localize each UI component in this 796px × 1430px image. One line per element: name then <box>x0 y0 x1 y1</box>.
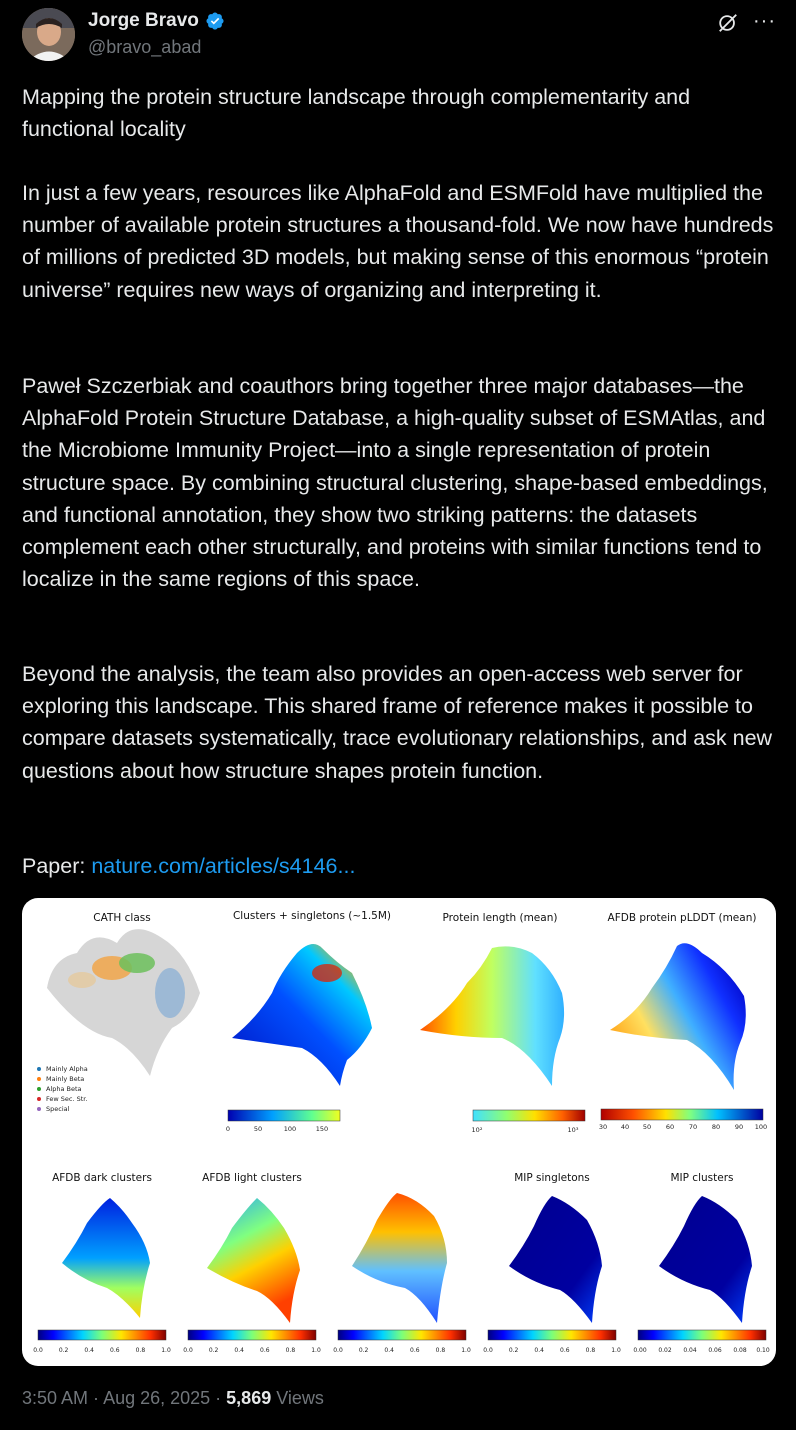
cbar-plddt-tick-2: 50 <box>642 1123 652 1131</box>
tweet-paragraph-server: Beyond the analysis, the team also provides an open-access web server for exploring this landscape. This shared frame of reference makes it possible to compare datasets systematically, trace evolutionary relationships, and ask new questions about how structure shapes protein function. <box>22 662 773 783</box>
legend-dot-few-sec-str <box>37 1097 41 1101</box>
views-label: Views <box>271 1388 324 1408</box>
cbar-dark <box>33 1330 171 1354</box>
cbar-mip-singletons-tick-1: 0.2 <box>508 1347 519 1354</box>
cbar-light-tick-4: 0.8 <box>285 1347 296 1354</box>
cbar-plddt-ticks <box>599 1123 767 1131</box>
author-handle[interactable]: @bravo_abad <box>88 37 202 57</box>
cbar-mip-singletons-tick-3: 0.6 <box>560 1347 570 1354</box>
tweet-meta <box>22 1388 324 1409</box>
cbar-clusters-tick-1: 50 <box>253 1125 263 1133</box>
cbar-light-extra-tick-3: 0.6 <box>410 1347 420 1354</box>
legend-mainly-alpha: Mainly Alpha <box>46 1065 88 1073</box>
cbar-light-tick-5: 1.0 <box>311 1347 321 1354</box>
cbar-dark-tick-3: 0.6 <box>110 1347 120 1354</box>
cbar-plddt-tick-1: 40 <box>620 1123 630 1131</box>
cbar-plddt-tick-4: 70 <box>688 1123 698 1131</box>
cbar-length <box>473 1110 585 1121</box>
panel-title-plddt: AFDB protein pLDDT (mean) <box>607 912 757 924</box>
clusters-density-plot <box>232 944 372 1086</box>
panel-title-cath: CATH class <box>93 912 151 924</box>
cbar-plddt-tick-7: 100 <box>754 1123 768 1131</box>
panel-title-mip-singletons: MIP singletons <box>514 1172 590 1184</box>
legend-dot-mainly-beta <box>37 1077 41 1081</box>
author-name[interactable] <box>88 10 225 32</box>
legend-special: Special <box>46 1105 70 1113</box>
cbar-light-bar <box>188 1330 316 1340</box>
legend-alpha-beta: Alpha Beta <box>46 1085 82 1093</box>
tweet-time[interactable]: 3:50 AM <box>22 1388 89 1408</box>
cbar-light-extra-tick-4: 0.8 <box>435 1347 446 1354</box>
cbar-clusters-tick-0: 0 <box>225 1125 231 1133</box>
tweet-paragraph-intro: In just a few years, resources like AlphaFold and ESMFold have multiplied the number of available protein structures a thousand-fold. We now have hundreds of millions of predicted 3D models, but making sense of this enormous “protein universe” requires new ways of organizing and interpreting it. <box>22 181 774 302</box>
cbar-plddt <box>601 1109 763 1120</box>
cbar-plddt-tick-6: 90 <box>734 1123 744 1131</box>
afdb-light-clusters-extra-plot <box>352 1193 447 1323</box>
plddt-plot <box>610 943 746 1090</box>
views-count: 5,869 <box>226 1388 272 1408</box>
cbar-clusters-tick-2: 100 <box>283 1125 297 1133</box>
cbar-dark-tick-2: 0.4 <box>84 1347 94 1354</box>
cbar-light-tick-2: 0.4 <box>234 1347 244 1354</box>
cbar-light <box>183 1330 321 1354</box>
cbar-mip-clusters-tick-2: 0.04 <box>683 1347 697 1354</box>
afdb-dark-clusters-plot <box>62 1198 150 1318</box>
cbar-mip-singletons-tick-2: 0.4 <box>534 1347 544 1354</box>
panel-title-length: Protein length (mean) <box>442 912 558 924</box>
paper-label: Paper: <box>22 854 92 878</box>
cbar-plddt-tick-0: 30 <box>598 1123 608 1131</box>
tweet-media-figure[interactable] <box>22 898 776 1366</box>
mip-singletons-plot <box>509 1196 602 1323</box>
cbar-light-extra-tick-1: 0.2 <box>358 1347 369 1354</box>
cbar-dark-tick-0: 0.0 <box>33 1347 43 1354</box>
cbar-light-extra-bar <box>338 1330 466 1340</box>
panel-title-clusters: Clusters + singletons (~1.5M) <box>232 910 392 922</box>
legend-few-sec-str: Few Sec. Str. <box>46 1095 88 1103</box>
cbar-dark-tick-1: 0.2 <box>58 1347 69 1354</box>
verified-badge-icon <box>205 11 225 31</box>
protein-length-plot <box>420 946 564 1086</box>
cbar-dark-bar <box>38 1330 166 1340</box>
cath-class-plot <box>47 929 200 1076</box>
grok-icon[interactable] <box>717 12 739 34</box>
cbar-clusters <box>228 1110 340 1121</box>
avatar[interactable] <box>22 8 75 61</box>
cbar-light-tick-1: 0.2 <box>208 1347 219 1354</box>
cbar-light-tick-3: 0.6 <box>260 1347 270 1354</box>
legend-dot-mainly-alpha <box>37 1067 41 1071</box>
tweet-paper-line <box>22 850 782 882</box>
cbar-light-extra <box>333 1330 471 1354</box>
cbar-clusters-tick-3: 150 <box>315 1125 329 1133</box>
cbar-mip-clusters-tick-4: 0.08 <box>733 1347 747 1354</box>
cbar-plddt-tick-3: 60 <box>665 1123 675 1131</box>
cbar-plddt-tick-5: 80 <box>711 1123 721 1131</box>
cbar-mip-singletons-tick-0: 0.0 <box>483 1347 493 1354</box>
cbar-light-extra-tick-5: 1.0 <box>461 1347 471 1354</box>
cbar-mip-clusters-bar <box>638 1330 766 1340</box>
cbar-length-tick-1: 10³ <box>567 1126 579 1134</box>
cbar-mip-clusters-tick-1: 0.02 <box>658 1347 672 1354</box>
cbar-mip-singletons-bar <box>488 1330 616 1340</box>
meta-separator: · <box>88 1388 104 1408</box>
cbar-mip-clusters <box>633 1330 770 1354</box>
tweet-paragraph-authors: Paweł Szczerbiak and coauthors bring together three major databases—the AlphaFold Protein Structure Database, a high-quality subset of ESMAtlas, and the Microbiome Immunity Project—into a single representation of protein structure space. By combining structural clustering, shape-based embeddings, and functional annotation, they show two striking patterns: the datasets complement each other structurally, and proteins with similar functions tend to localize in the same regions of this space. <box>22 374 768 592</box>
clusters-hotspot <box>312 964 342 982</box>
cbar-mip-singletons <box>483 1330 621 1354</box>
cbar-mip-clusters-tick-5: 0.10 <box>756 1347 770 1354</box>
legend-mainly-beta: Mainly Beta <box>46 1075 85 1083</box>
cbar-light-extra-tick-2: 0.4 <box>384 1347 394 1354</box>
tweet-title-paragraph: Mapping the protein structure landscape through complementarity and functional locality <box>22 85 691 142</box>
author-name-text[interactable]: Jorge Bravo <box>88 10 199 31</box>
cbar-light-extra-tick-0: 0.0 <box>333 1347 343 1354</box>
legend-dot-special <box>37 1107 41 1111</box>
afdb-light-clusters-plot <box>207 1198 300 1323</box>
cath-legend <box>37 1065 88 1113</box>
cbar-mip-clusters-tick-3: 0.06 <box>708 1347 722 1354</box>
legend-dot-alpha-beta <box>37 1087 41 1091</box>
cbar-light-tick-0: 0.0 <box>183 1347 193 1354</box>
panel-title-dark: AFDB dark clusters <box>52 1172 152 1184</box>
cbar-length-tick-0: 10² <box>471 1126 483 1134</box>
mip-clusters-plot <box>659 1196 752 1323</box>
tweet-date[interactable]: Aug 26, 2025 <box>103 1388 211 1408</box>
paper-link[interactable]: nature.com/articles/s4146... <box>91 854 356 878</box>
meta-separator: · <box>210 1388 227 1408</box>
more-options-icon[interactable]: ··· <box>753 10 776 32</box>
cbar-mip-clusters-tick-0: 0.00 <box>633 1347 647 1354</box>
cbar-mip-singletons-tick-5: 1.0 <box>611 1347 621 1354</box>
cbar-dark-tick-5: 1.0 <box>161 1347 171 1354</box>
panel-title-light: AFDB light clusters <box>202 1172 302 1184</box>
cbar-dark-tick-4: 0.8 <box>135 1347 146 1354</box>
cbar-mip-singletons-tick-4: 0.8 <box>585 1347 596 1354</box>
panel-title-mip-clusters: MIP clusters <box>670 1172 734 1184</box>
